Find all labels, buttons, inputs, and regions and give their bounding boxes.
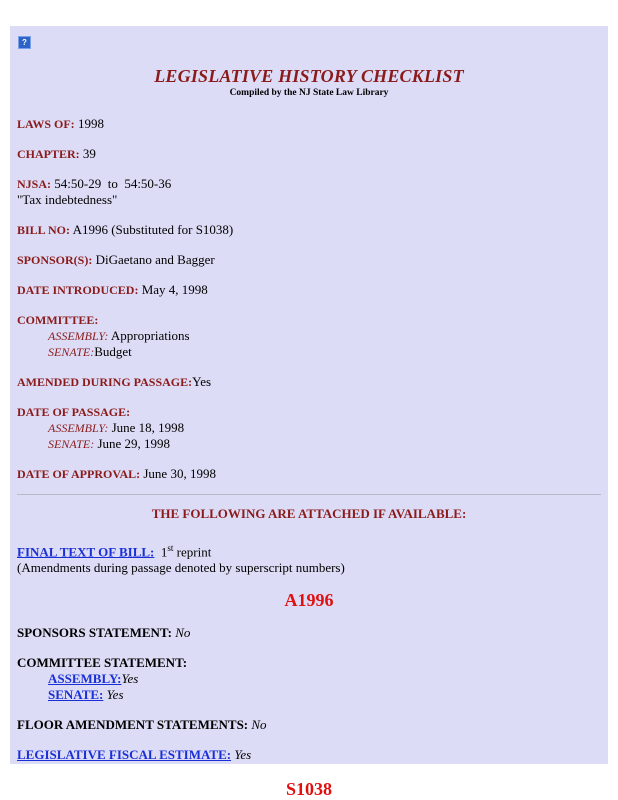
final-text-field: [17, 540, 601, 576]
chapter-label: CHAPTER:: [17, 147, 80, 161]
section-divider: [17, 494, 601, 495]
floor-amendment-label: FLOOR AMENDMENT STATEMENTS:: [17, 717, 249, 733]
sponsors-statement-value: No: [175, 625, 191, 641]
amended-value: Yes: [192, 374, 212, 389]
committee-senate-label: SENATE:: [48, 345, 95, 359]
laws-of-value: 1998: [77, 116, 104, 131]
committee-statement-senate-link[interactable]: SENATE:: [48, 687, 104, 703]
passage-senate-label: SENATE:: [48, 437, 95, 451]
njsa-value: 54:50-29 to 54:50-36: [54, 176, 172, 191]
date-introduced-value: May 4, 1998: [141, 282, 208, 297]
date-of-approval-field: [17, 466, 601, 482]
committee-label: COMMITTEE:: [17, 313, 99, 327]
laws-of-label: LAWS OF:: [17, 117, 75, 131]
amended-label: AMENDED DURING PASSAGE:: [17, 375, 193, 389]
floor-amendment-field: [17, 717, 601, 733]
sponsors-statement-field: [17, 625, 601, 641]
bill-no-label: BILL NO:: [17, 223, 71, 237]
fiscal-estimate-value: Yes: [234, 747, 252, 763]
page-title: LEGISLATIVE HISTORY CHECKLIST: [154, 66, 464, 86]
sponsors-label: SPONSOR(S):: [17, 253, 93, 267]
committee-statement-assembly-link[interactable]: ASSEMBLY:: [48, 671, 122, 687]
final-text-note: (Amendments during passage denoted by superscript numbers): [17, 560, 345, 576]
laws-of-field: [17, 116, 601, 132]
sponsors-field: [17, 252, 601, 268]
date-introduced-field: [17, 282, 601, 298]
final-text-link[interactable]: FINAL TEXT OF BILL:: [17, 544, 155, 560]
date-of-passage-label: DATE OF PASSAGE:: [17, 405, 131, 419]
fiscal-estimate-link[interactable]: LEGISLATIVE FISCAL ESTIMATE:: [17, 747, 232, 763]
a1996-heading: A1996: [284, 590, 334, 611]
committee-assembly-value: Appropriations: [110, 328, 190, 343]
njsa-field: [17, 176, 601, 208]
passage-senate-value: June 29, 1998: [97, 436, 171, 451]
help-icon[interactable]: ?: [18, 36, 31, 49]
passage-assembly-label: ASSEMBLY:: [48, 421, 109, 435]
bill-no-value: A1996 (Substituted for S1038): [72, 222, 234, 237]
s1038-heading: S1038: [285, 779, 332, 800]
bill-no-field: [17, 222, 601, 238]
njsa-description: "Tax indebtedness": [17, 192, 118, 207]
committee-statement-assembly-value: Yes: [121, 671, 139, 687]
final-text-reprint: reprint: [173, 544, 212, 560]
floor-amendment-value: No: [251, 717, 267, 733]
committee-field: [17, 312, 601, 360]
committee-senate-value: Budget: [94, 344, 132, 359]
committee-statement-field: [17, 655, 601, 703]
amended-field: [17, 374, 601, 390]
page-subtitle: Compiled by the NJ State Law Library: [229, 88, 389, 98]
date-of-approval-value: June 30, 1998: [143, 466, 216, 481]
date-introduced-label: DATE INTRODUCED:: [17, 283, 139, 297]
fiscal-estimate-field: [17, 747, 601, 763]
attached-heading: THE FOLLOWING ARE ATTACHED IF AVAILABLE:: [151, 506, 467, 521]
date-of-passage-field: [17, 404, 601, 452]
njsa-label: NJSA:: [17, 177, 52, 191]
chapter-value: 39: [82, 146, 96, 161]
committee-statement-label: COMMITTEE STATEMENT:: [17, 655, 188, 671]
final-text-reprint-number: 1: [160, 544, 168, 560]
chapter-field: [17, 146, 601, 162]
committee-assembly-label: ASSEMBLY:: [48, 329, 109, 343]
sponsors-statement-label: SPONSORS STATEMENT:: [17, 625, 172, 641]
committee-statement-senate-value: Yes: [106, 687, 124, 703]
sponsors-value: DiGaetano and Bagger: [95, 252, 215, 267]
checklist-page: [10, 26, 608, 800]
passage-assembly-value: June 18, 1998: [111, 420, 185, 435]
final-text-reprint-sup: st: [167, 543, 174, 553]
date-of-approval-label: DATE OF APPROVAL:: [17, 467, 141, 481]
